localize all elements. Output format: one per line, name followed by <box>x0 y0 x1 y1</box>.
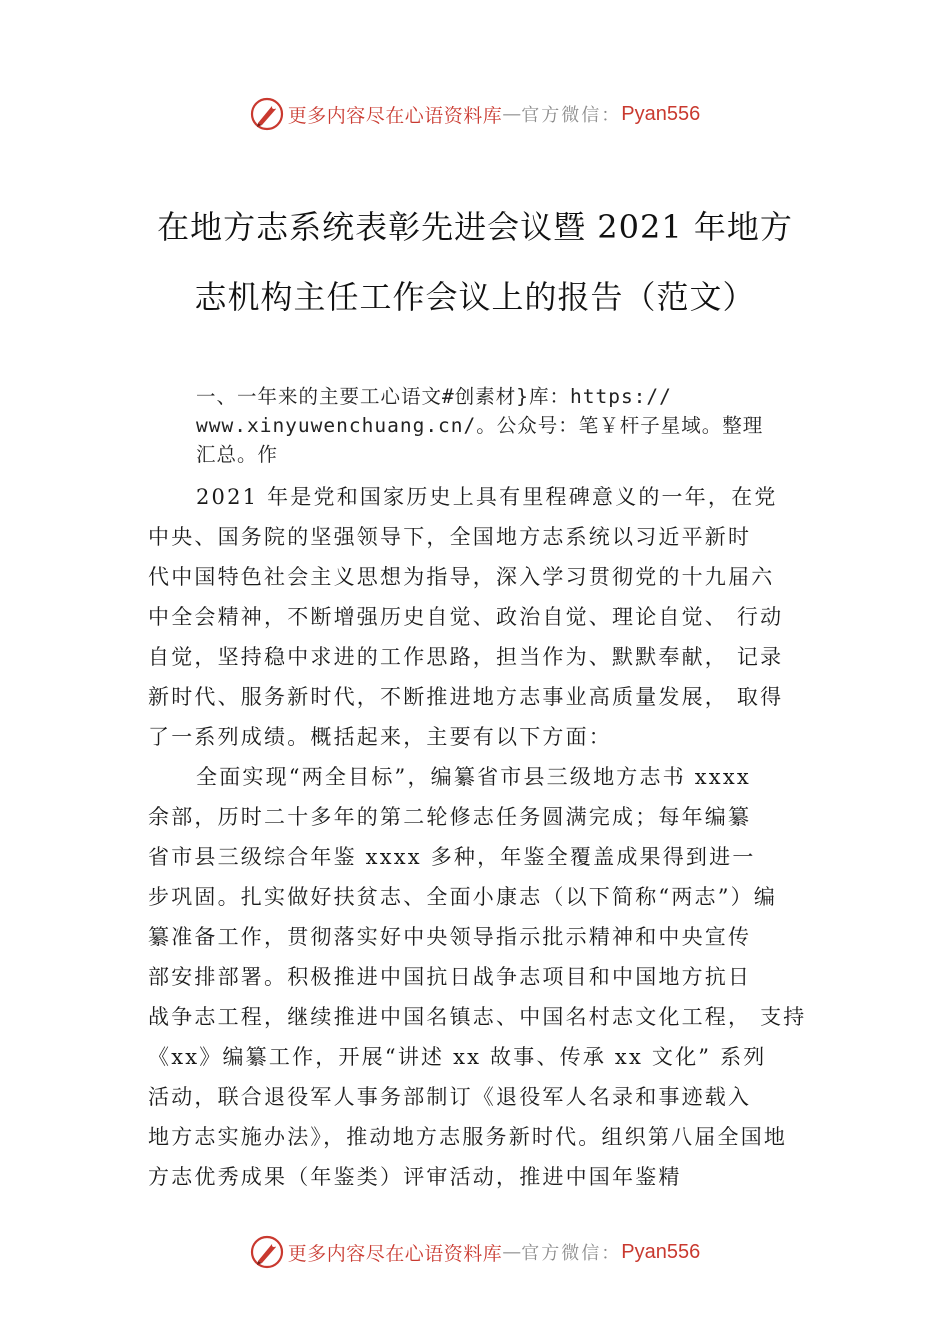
meta-line: 汇总。作 <box>196 443 279 466</box>
paragraph-line: 自觉，坚持稳中求进的工作思路，担当作为、默默奉献， 记录 <box>148 645 784 669</box>
paragraph-line: 中央、国务院的坚强领导下，全国地方志系统以习近平新时 <box>148 525 752 549</box>
paragraph-line: 2021 年是党和国家历史上具有里程碑意义的一年，在党 <box>196 485 778 509</box>
paragraph-line: 步巩固。扎实做好扶贫志、全面小康志（以下简称“两志”）编 <box>148 885 778 909</box>
paragraph-line: 部安排部署。积极推进中国抗日战争志项目和中国地方抗日 <box>148 965 752 989</box>
banner-wechat-id: Pyan556 <box>621 102 701 125</box>
paragraph-line: 地方志实施办法》，推动地方志服务新时代。组织第八届全国地 <box>148 1125 788 1149</box>
document-title-line-1: 在地方志系统表彰先进会议暨 2021 年地方 <box>157 208 793 246</box>
paragraph-line: 代中国特色社会主义思想为指导，深入学习贯彻党的十九届六 <box>148 565 775 589</box>
paragraph-line: 方志优秀成果（年鉴类）评审活动，推进中国年鉴精 <box>148 1165 682 1189</box>
paragraph-line: 余部，历时二十多年的第二轮修志任务圆满完成；每年编纂 <box>148 805 752 829</box>
paragraph-line: 了一系列成绩。概括起来，主要有以下方面： <box>148 725 612 749</box>
pen-logo-icon <box>250 97 284 131</box>
document-title-line-2: 志机构主任工作会议上的报告（范文） <box>194 278 756 316</box>
meta-line: 一、一年来的主要工心语文#创素材}库：https:// <box>196 385 672 408</box>
banner-text: 更多内容尽在心语资料库 <box>287 104 503 127</box>
meta-block <box>196 382 846 469</box>
banner-wechat-label: 官方微信： <box>521 105 622 126</box>
paragraph-line: 省市县三级综合年鉴 xxxx 多种，年鉴全覆盖成果得到进一 <box>148 845 756 869</box>
paragraph-line: 新时代、服务新时代，不断推进地方志事业高质量发展， 取得 <box>148 685 784 709</box>
meta-line: www.xinyuwenchuang.cn/。公众号：笔￥杆子星域。整理 <box>196 414 764 437</box>
banner-text: 更多内容尽在心语资料库 <box>287 1242 503 1265</box>
paragraph-2 <box>148 757 828 1197</box>
pen-logo-icon <box>250 1235 284 1269</box>
paragraph-line: 纂准备工作，贯彻落实好中央领导指示批示精神和中央宣传 <box>148 925 752 949</box>
banner-separator: — <box>502 1241 522 1263</box>
paragraph-line: 中全会精神，不断增强历史自觉、政治自觉、理论自觉、 行动 <box>148 605 784 629</box>
paragraph-line: 《xx》编纂工作，开展“讲述 xx 故事、传承 xx 文化” 系列 <box>148 1045 767 1069</box>
header-banner <box>0 94 950 134</box>
paragraph-line: 战争志工程，继续推进中国名镇志、中国名村志文化工程， 支持 <box>148 1005 807 1029</box>
banner-separator: — <box>502 103 522 125</box>
banner-wechat-label: 官方微信： <box>521 1243 622 1264</box>
paragraph-line: 活动，联合退役军人事务部制订《退役军人名录和事迹载入 <box>148 1085 752 1109</box>
paragraph-line: 全面实现“两全目标”，编纂省市县三级地方志书 xxxx <box>196 765 751 789</box>
banner-wechat-id: Pyan556 <box>621 1240 701 1263</box>
paragraph-1 <box>148 477 828 757</box>
footer-banner <box>0 1232 950 1272</box>
